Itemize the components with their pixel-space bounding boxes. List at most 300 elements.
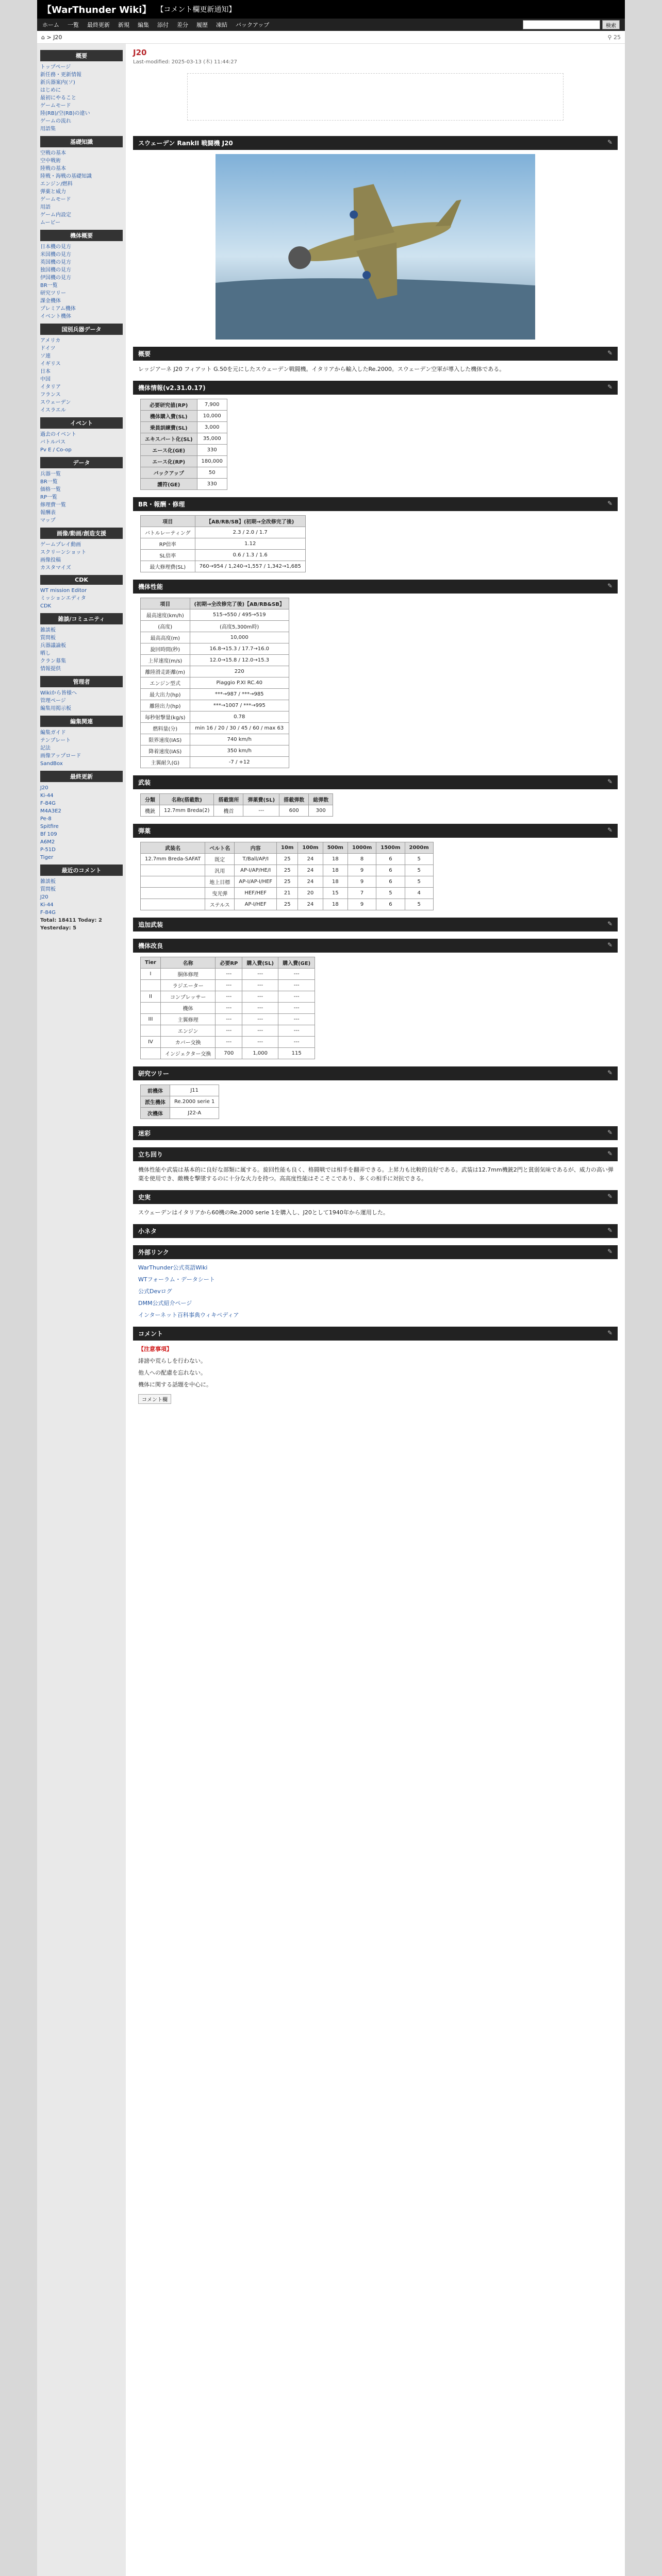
table-cell: 24 [298, 854, 323, 865]
table-cell: --- [216, 1003, 242, 1014]
table-cell: --- [243, 805, 279, 817]
sidebar-link[interactable]: Tiger [40, 855, 54, 860]
table-cell: 3,000 [197, 422, 227, 433]
table-cell: 18 [323, 876, 347, 888]
table-row [141, 422, 227, 433]
edit-icon[interactable]: ✎ [607, 920, 613, 927]
table-cell [141, 888, 205, 899]
edit-icon[interactable]: ✎ [607, 1248, 613, 1255]
sidebar-link[interactable]: 情報提供 [40, 666, 61, 672]
sidebar-section-title: 概要 [40, 50, 123, 61]
table-row [141, 1025, 315, 1037]
table-header: エース化(RP) [141, 456, 197, 467]
sidebar-section-title: 画像/動画/創造支援 [40, 528, 123, 539]
sidebar-link[interactable]: 質問板 [40, 887, 56, 892]
sidebar-link[interactable]: 用語集 [40, 126, 56, 132]
table-row [141, 794, 333, 805]
edit-icon[interactable]: ✎ [607, 1150, 613, 1157]
section-links: 外部リンク ✎ [133, 1245, 618, 1259]
search-box [523, 20, 620, 29]
table-cell: 18 [323, 854, 347, 865]
sidebar-link[interactable]: 画像投稿 [40, 557, 61, 563]
ad-banner[interactable] [187, 73, 564, 121]
section-gallery: 小ネタ ✎ [133, 1224, 618, 1238]
table-cell: 350 km/h [190, 745, 289, 757]
table-cell: 燃料量(分) [141, 723, 190, 734]
table-cell: 離陸出力(hp) [141, 700, 190, 711]
comment-input[interactable]: コメント欄 [138, 1394, 171, 1404]
table-cell: バトルレーティング [141, 527, 195, 538]
table-cell: 16.8→15.3 / 17.7→16.0 [190, 643, 289, 655]
sidebar-link[interactable]: 過去のイベント [40, 432, 76, 437]
sidebar-link[interactable]: 用語 [40, 205, 51, 210]
sidebar-link[interactable]: ドイツ [40, 346, 56, 351]
table-cell: 6 [376, 899, 405, 910]
sidebar-link[interactable]: テンプレート [40, 738, 71, 743]
table-cell: 220 [190, 666, 289, 677]
table-cell: 300 [309, 805, 333, 817]
site-title[interactable]: 【WarThunder Wiki】 [42, 5, 152, 15]
table-row [141, 609, 289, 621]
reaction-count[interactable]: ⚲ 25 [607, 33, 621, 41]
perf-table [140, 598, 289, 768]
table-header: (初期→全改修完了後)【AB/RB&SB】 [190, 598, 289, 609]
sidebar-link[interactable]: ゲームモード [40, 197, 71, 202]
section-weapons: 武装 ✎ [133, 775, 618, 789]
edit-icon[interactable]: ✎ [607, 1329, 613, 1336]
table-cell: 9 [347, 865, 376, 876]
table-header: 項目 [141, 516, 195, 527]
sidebar-section-title: 雑談/コミュニティ [40, 613, 123, 624]
table-header: 名称 [160, 957, 215, 969]
section-br: BR・報酬・修理 ✎ [133, 497, 618, 511]
weapon-table [140, 793, 333, 817]
table-cell: AP-I/HEF [235, 899, 277, 910]
table-cell: 12.0→15.8 / 12.0→15.3 [190, 655, 289, 666]
sidebar-link[interactable]: バトルパス [40, 439, 66, 445]
sidebar-link[interactable]: P-51D [40, 847, 56, 853]
table-cell: 既定 [205, 854, 235, 865]
sidebar-link[interactable]: CDK [40, 603, 52, 609]
table-cell: 最高速度(km/h) [141, 609, 190, 621]
sidebar-link[interactable]: プレミアム機体 [40, 306, 76, 312]
table-cell: インジェクター交換 [160, 1048, 215, 1059]
table-header: 搭載箇所 [214, 794, 243, 805]
table-header: 10m [277, 842, 298, 854]
history-text: スウェーデンはイタリアから60機のRe.2000 serie 1を購入し、J20として1940年から運用した。 [138, 1209, 389, 1216]
table-row [141, 876, 434, 888]
edit-icon[interactable]: ✎ [607, 500, 613, 507]
sidebar-link[interactable]: イベント機体 [40, 314, 71, 319]
table-header: 500m [323, 842, 347, 854]
sidebar-link[interactable]: RP一覧 [40, 495, 57, 500]
sidebar-link[interactable]: 空中戦術 [40, 158, 61, 164]
sidebar-link[interactable]: ムービー [40, 220, 61, 226]
table-cell: 12.7mm Breda(2) [160, 805, 214, 817]
edit-icon[interactable]: ✎ [607, 139, 613, 146]
table-cell: 1,000 [242, 1048, 278, 1059]
edit-icon[interactable]: ✎ [607, 383, 613, 391]
table-row [141, 666, 289, 677]
nav-item[interactable]: 差分 [177, 22, 188, 28]
sidebar-link[interactable]: はじめに [40, 88, 61, 93]
nav-item[interactable]: 一覧 [68, 22, 79, 28]
table-cell: Piaggio P.XI RC.40 [190, 677, 289, 689]
sidebar-link[interactable]: 晒し [40, 651, 51, 656]
edit-icon[interactable]: ✎ [607, 778, 613, 785]
spec-table [140, 399, 227, 490]
table-cell: 18 [323, 865, 347, 876]
sidebar-link[interactable]: 編集用掲示板 [40, 706, 71, 711]
sidebar-link[interactable]: 質問板 [40, 635, 56, 641]
table-cell: 機体 [160, 1003, 215, 1014]
table-cell: --- [242, 1025, 278, 1037]
nav-item[interactable]: 添付 [157, 22, 169, 28]
table-cell: --- [278, 969, 315, 980]
table-row [141, 1014, 315, 1025]
table-row [141, 479, 227, 490]
sidebar-link[interactable]: Spitfire [40, 824, 59, 829]
sidebar-link[interactable]: F-84G [40, 910, 56, 916]
sidebar-link[interactable]: 陸戦の基本 [40, 166, 66, 172]
main-content [126, 44, 625, 2576]
sidebar-link[interactable]: 新任務・更新情報 [40, 72, 81, 78]
table-header: 名称(搭載数) [160, 794, 214, 805]
table-cell: エンジン型式 [141, 677, 190, 689]
table-cell: (高度5,300m時) [190, 621, 289, 632]
table-cell: AP-I/AP-I/HEF [235, 876, 277, 888]
table-row [141, 527, 306, 538]
table-cell: 24 [298, 899, 323, 910]
table-cell: 180,000 [197, 456, 227, 467]
table-cell: 地上目標 [205, 876, 235, 888]
br-table [140, 515, 306, 572]
table-header: 分類 [141, 794, 160, 805]
table-row [141, 957, 315, 969]
table-header: 弾薬費(SL) [243, 794, 279, 805]
site-header [37, 0, 625, 19]
table-row [141, 991, 315, 1003]
table-cell: ラジエーター [160, 980, 215, 991]
sidebar-link[interactable]: BR一覧 [40, 283, 58, 289]
table-cell: 9 [347, 899, 376, 910]
sidebar-link[interactable]: イギリス [40, 361, 61, 367]
table-cell: 21 [277, 888, 298, 899]
table-header: 2000m [405, 842, 433, 854]
table-row [141, 598, 289, 609]
table-row [141, 621, 289, 632]
comment-note: 他人への配慮を忘れない。 [138, 1369, 206, 1376]
table-cell: 700 [216, 1048, 242, 1059]
table-cell: --- [216, 1025, 242, 1037]
table-cell: --- [242, 980, 278, 991]
sidebar-link[interactable]: トップページ [40, 64, 71, 70]
sidebar-link[interactable]: M4A3E2 [40, 808, 61, 814]
section-comments: コメント ✎ [133, 1327, 618, 1341]
edit-icon[interactable]: ✎ [607, 826, 613, 834]
sidebar-link[interactable]: ソ連 [40, 353, 51, 359]
breadcrumb-path[interactable]: ⌂ > J20 [41, 33, 62, 41]
nav-item[interactable]: 編集 [138, 22, 149, 28]
sidebar-link[interactable]: 空戦の基本 [40, 150, 66, 156]
sidebar-link[interactable]: Bf 109 [40, 832, 57, 837]
table-cell: 汎用 [205, 865, 235, 876]
sidebar-link[interactable]: J20 [40, 894, 48, 900]
table-header: Tier [141, 957, 161, 969]
external-link[interactable]: 公式Devログ [138, 1288, 172, 1295]
table-cell: --- [278, 991, 315, 1003]
sidebar-link[interactable]: 報酬表 [40, 510, 56, 516]
table-cell: --- [242, 1037, 278, 1048]
sidebar-link[interactable]: 独国機の見方 [40, 267, 71, 273]
table-cell: III [141, 1014, 161, 1025]
table-header: 1500m [376, 842, 405, 854]
nav-item[interactable]: ホーム [42, 22, 59, 28]
sidebar-section-title: 機体概要 [40, 230, 123, 241]
edit-icon[interactable]: ✎ [607, 582, 613, 589]
sidebar-link[interactable]: イタリア [40, 384, 61, 390]
nav-item[interactable]: 凍結 [216, 22, 227, 28]
table-cell: --- [278, 980, 315, 991]
table-cell: 18 [323, 899, 347, 910]
table-cell: ステルス [205, 899, 235, 910]
sidebar-link[interactable]: 伊国機の見方 [40, 275, 71, 281]
sidebar-link[interactable]: クラン募集 [40, 658, 66, 664]
table-header: 機体購入費(SL) [141, 411, 197, 422]
sidebar-section-title: イベント [40, 417, 123, 429]
visitor-counter: Total: 18411 Today: 2 Yesterday: 5 [40, 918, 102, 931]
sidebar-link[interactable]: 編集ガイド [40, 730, 66, 736]
sidebar-link[interactable]: Wikiから皆様へ [40, 690, 77, 696]
sidebar-link[interactable]: 研究ツリー [40, 291, 66, 296]
breadcrumb [37, 31, 625, 44]
sidebar-link[interactable]: スクリーンショット [40, 550, 87, 555]
sidebar-link[interactable]: ゲームの流れ [40, 118, 71, 124]
table-row [141, 411, 227, 422]
table-cell: ***→1007 / ***→995 [190, 700, 289, 711]
sidebar-link[interactable]: ミッションエディタ [40, 596, 86, 601]
sidebar-link[interactable]: カスタマイズ [40, 565, 71, 571]
table-header: 1000m [347, 842, 376, 854]
table-row [141, 700, 289, 711]
edit-icon[interactable]: ✎ [607, 1193, 613, 1200]
table-cell: 0.78 [190, 711, 289, 723]
table-cell: --- [216, 980, 242, 991]
aircraft-image [216, 154, 535, 340]
sidebar-link[interactable]: 最初にやること [40, 95, 76, 101]
sidebar-link[interactable]: BR一覧 [40, 479, 58, 485]
table-cell: 限界速度(IAS) [141, 734, 190, 745]
table-cell: 5 [405, 899, 433, 910]
table-row [141, 677, 289, 689]
table-cell: 機銃 [141, 805, 160, 817]
sidebar-link[interactable]: 日本機の見方 [40, 244, 71, 250]
table-cell: 8 [347, 854, 376, 865]
section-tactics: 立ち回り ✎ [133, 1147, 618, 1161]
external-link[interactable]: WTフォーラム・データシート [138, 1276, 215, 1283]
section-research: 研究ツリー ✎ [133, 1066, 618, 1080]
sidebar [37, 44, 126, 2576]
table-cell: 最高高度(m) [141, 632, 190, 643]
table-row [141, 711, 289, 723]
sidebar-link[interactable]: マップ [40, 518, 56, 523]
site-subtitle[interactable]: 【コメント欄更新通知】 [156, 6, 236, 14]
table-cell: 主翼耐久(G) [141, 757, 190, 768]
table-row [141, 433, 227, 445]
table-row [141, 632, 289, 643]
search-input[interactable] [523, 20, 600, 29]
external-link[interactable]: インターネット百科事典ウィキペディア [138, 1312, 239, 1318]
table-header: 派生機体 [141, 1096, 170, 1108]
table-cell: 20 [298, 888, 323, 899]
table-row [141, 757, 289, 768]
sidebar-link[interactable]: スウェーデン [40, 400, 71, 405]
table-row [141, 689, 289, 700]
sidebar-link[interactable]: 陸(RB)/空(RB)の違い [40, 111, 90, 116]
table-cell: 4 [405, 888, 433, 899]
sidebar-link[interactable]: 新兵器案内(ソ) [40, 80, 75, 86]
table-cell: 115 [278, 1048, 315, 1059]
table-cell: --- [242, 991, 278, 1003]
sidebar-link[interactable]: 画像アップロード [40, 753, 81, 759]
table-row [141, 1003, 315, 1014]
table-cell: 5 [376, 888, 405, 899]
table-row [141, 969, 315, 980]
nav-item[interactable]: 最終更新 [87, 22, 110, 28]
edit-icon[interactable]: ✎ [607, 349, 613, 357]
sidebar-link[interactable]: アメリカ [40, 338, 61, 344]
sidebar-link[interactable]: 中国 [40, 377, 51, 382]
sidebar-link[interactable]: Pv E / Co-op [40, 447, 72, 453]
section-addons: 追加武装 ✎ [133, 918, 618, 931]
nav-item[interactable]: 新規 [118, 22, 129, 28]
sidebar-link[interactable]: F-84G [40, 801, 56, 806]
table-cell: 10,000 [197, 411, 227, 422]
section-ammo: 弾薬 ✎ [133, 824, 618, 838]
table-cell: --- [216, 1014, 242, 1025]
table-cell: --- [242, 1003, 278, 1014]
edit-icon[interactable]: ✎ [607, 1227, 613, 1234]
table-row [141, 1037, 315, 1048]
sidebar-link[interactable]: ゲーム内設定 [40, 212, 71, 218]
external-link[interactable]: WarThunder公式英語Wiki [138, 1264, 208, 1271]
table-cell: 24 [298, 865, 323, 876]
sidebar-link[interactable]: ゲームプレイ動画 [40, 542, 81, 548]
section-history: 史実 ✎ [133, 1190, 618, 1204]
table-cell: 機首 [214, 805, 243, 817]
table-cell: SL倍率 [141, 550, 195, 561]
nav-item[interactable]: 履歴 [196, 22, 208, 28]
comment-note: 誹謗や荒らしを行わない。 [138, 1358, 206, 1364]
sidebar-link[interactable]: 米国機の見方 [40, 252, 71, 258]
table-cell: 上昇速度(m/s) [141, 655, 190, 666]
page-tools [607, 34, 621, 41]
sidebar-link[interactable]: イスラエル [40, 408, 66, 413]
sidebar-link[interactable]: Ki-44 [40, 902, 54, 908]
table-cell: ***→987 / ***→985 [190, 689, 289, 700]
sidebar-link[interactable]: 管理ページ [40, 698, 66, 704]
sidebar-link[interactable]: 弾薬と威力 [40, 189, 66, 195]
table-row [141, 561, 306, 572]
sidebar-link[interactable]: 価格一覧 [40, 487, 61, 493]
table-header: 【AB/RB/SB】(初期→全改修完了後) [195, 516, 305, 527]
table-cell: 10,000 [190, 632, 289, 643]
sidebar-link[interactable]: 雑談板 [40, 879, 56, 885]
table-cell: I [141, 969, 161, 980]
table-cell: 25 [277, 865, 298, 876]
sidebar-link[interactable]: 課金機体 [40, 298, 61, 304]
sidebar-link[interactable]: WT mission Editor [40, 588, 87, 594]
nav-item[interactable]: バックアップ [236, 22, 270, 28]
table-header: 必要研究値(RP) [141, 399, 197, 411]
table-cell: 330 [197, 479, 227, 490]
table-header: 乗員訓練費(SL) [141, 422, 197, 433]
section-perf: 機体性能 ✎ [133, 580, 618, 594]
sidebar-link[interactable]: 雑談板 [40, 628, 56, 633]
table-cell: 2.3 / 2.0 / 1.7 [195, 527, 305, 538]
sidebar-link[interactable]: 日本 [40, 369, 51, 375]
sidebar-link[interactable]: 英国機の見方 [40, 260, 71, 265]
edit-icon[interactable]: ✎ [607, 1129, 613, 1136]
sidebar-section-title: 基礎知識 [40, 136, 123, 147]
sidebar-link[interactable]: Ki-44 [40, 793, 54, 799]
table-cell: 5 [405, 854, 433, 865]
table-cell: 最大出力(hp) [141, 689, 190, 700]
edit-icon[interactable]: ✎ [607, 941, 613, 948]
sidebar-link[interactable]: 記法 [40, 745, 51, 751]
table-cell: 5 [405, 876, 433, 888]
external-link[interactable]: DMM公式紹介ページ [138, 1300, 192, 1307]
table-cell: --- [242, 969, 278, 980]
table-row [141, 655, 289, 666]
table-cell: 24 [298, 876, 323, 888]
sidebar-link[interactable]: A6M2 [40, 839, 55, 845]
table-row [141, 1048, 315, 1059]
table-header: 購入費(SL) [242, 957, 278, 969]
page [37, 0, 625, 2576]
table-row [141, 445, 227, 456]
sidebar-link[interactable]: フランス [40, 392, 61, 398]
table-row [141, 467, 227, 479]
sidebar-section-title: 最近のコメント [40, 865, 123, 876]
table-cell: 7,900 [197, 399, 227, 411]
sidebar-link[interactable]: J20 [40, 785, 48, 791]
table-header: 必要RP [216, 957, 242, 969]
table-cell: Re.2000 serie 1 [170, 1096, 219, 1108]
sidebar-link[interactable]: SandBox [40, 761, 63, 767]
table-row [141, 888, 434, 899]
sidebar-link[interactable]: 兵器議論板 [40, 643, 66, 649]
sidebar-link[interactable]: ゲームモード [40, 103, 71, 109]
table-cell: --- [216, 991, 242, 1003]
sidebar-link[interactable]: エンジン/燃料 [40, 181, 73, 187]
search-button[interactable]: 検索 [602, 20, 620, 29]
table-cell [141, 899, 205, 910]
table-header: 内容 [235, 842, 277, 854]
tactics-text: 機体性能や武装は基本的に良好な部類に属する。旋回性能も良く、格闘戦では相手を翻弄できる。上昇力も比較的良好である。武装は12.7mm機銃2門と貧弱気味であるが、威力の高い弾薬を使用でき、敵機を撃墜するのに十分な火力を持つ。高高度性能はそこそこであり、多くの相手に対抗できる。 [138, 1166, 614, 1182]
sidebar-link[interactable]: 兵器一覧 [40, 471, 61, 477]
section-specs: 機体情報(v2.31.0.17) ✎ [133, 381, 618, 395]
table-row [141, 1096, 219, 1108]
sidebar-link[interactable]: 陸戦・海戦の基礎知識 [40, 174, 92, 179]
sidebar-link[interactable]: 修理費一覧 [40, 502, 66, 508]
table-cell: --- [242, 1014, 278, 1025]
edit-icon[interactable]: ✎ [607, 1069, 613, 1076]
sidebar-link[interactable]: Pe-8 [40, 816, 52, 822]
table-header: 前機体 [141, 1085, 170, 1096]
table-cell: 降着速度(IAS) [141, 745, 190, 757]
table-cell [141, 1048, 161, 1059]
